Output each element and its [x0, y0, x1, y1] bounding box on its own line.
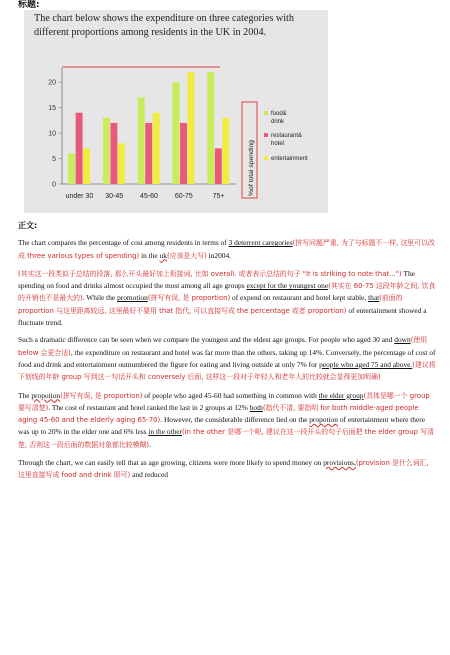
header-label: 标题: [18, 0, 40, 10]
y-tick-label: 20 [48, 79, 56, 87]
p1-text: The chart compares the percentage of cost among residents in terms of [18, 238, 229, 248]
legend-label: drink [271, 119, 285, 125]
bar-75+-2 [222, 118, 229, 184]
bar-under 30-2 [83, 148, 90, 184]
p1-text: in the [139, 250, 160, 260]
p4-text: of people who aged 45-60 had something in common with [142, 390, 319, 400]
p3-comment: (使用 below 会更合适) [18, 336, 428, 357]
legend-swatch [264, 156, 268, 160]
bar-45-60-2 [153, 113, 160, 184]
y-tick-label: 10 [48, 130, 56, 138]
p2-text: of entertainment showed a fluctuate trend. [18, 305, 427, 328]
p4-text: . However, the considerable difference lied on the [160, 415, 310, 425]
p3-underlined: down [394, 335, 411, 345]
legend-label: restaurant& [271, 133, 303, 139]
essay-body [18, 220, 436, 488]
bar-30-45-2 [118, 143, 125, 184]
p2-underlined: promotion [117, 293, 148, 303]
p4-underlined: the elder group [318, 390, 364, 400]
p2-comment: (前面的 proportion 与这里距离较远, 这里最好不要用 that 指代, 可以直接写成 the percentage 或者 proportion) [18, 294, 403, 315]
p1-text: in2004. [206, 250, 232, 260]
p5-text: and reduced [130, 470, 169, 480]
p2-underlined: that [368, 293, 380, 303]
bar-45-60-1 [145, 123, 152, 184]
p4-text: . [149, 439, 151, 449]
legend-swatch [264, 133, 268, 137]
p4-comment: (in the other 是哪一个呢, 建议在这一段开头的句子后面把 the elder group 写清楚, 否则这一段后面的数据对象都比较模糊) [18, 428, 434, 449]
section-heading [18, 220, 436, 231]
paragraph-2 [18, 268, 436, 328]
p5-text: Through the chart, we can easily tell that as age growing, citizens were more likely to spend money on [18, 458, 324, 468]
x-tick-label: 30-45 [105, 193, 124, 200]
p2-comment: (拼写有误, 是 proportion) [147, 294, 231, 303]
legend-label: food& [271, 111, 287, 117]
p1-underlined: 3 deterrent caregories [228, 238, 293, 248]
p1-comment: (应该是大写) [166, 251, 207, 260]
bar-30-45-0 [103, 118, 110, 184]
bar-60-75-1 [180, 123, 187, 184]
figure-title: The chart below shows the expenditure on three categories with different proportions among residents in the UK in 2004. [34, 13, 294, 38]
bar-30-45-1 [110, 123, 117, 184]
bar-75+-0 [207, 72, 214, 184]
section-heading-text: 正文: [18, 221, 38, 230]
p3-comment: (建议将下划线的年龄 group 写到这一句话开头和 conversely 后面, 这样这一段对于年轻人和老年人的比较就会显得更加明确) [18, 360, 436, 382]
bar-under 30-1 [76, 113, 83, 184]
legend-swatch [264, 111, 268, 115]
p3-underlined: people who aged 75 and above. [319, 359, 413, 369]
p4-text: of entertainment where there was up to 20% in the elder one and 6% less [18, 415, 425, 437]
p3-text: , the expenditure on restaurant and hotel was far more than the others, taking up 14%. Conversely, the percentage of cost of food and drink and entertainment outnumbered the figure for eating and living outside at only 7% for [18, 347, 436, 369]
p4-underlined: both [249, 402, 263, 412]
p2-comment: (其实在 60-75 这段年龄之间, 饮食的开销也不是最大的) [18, 282, 436, 303]
bar-75+-1 [215, 148, 222, 184]
p5-underlined: provisions, [323, 458, 356, 468]
p2-text: of expend on restaurant and hotel kept stable, [230, 293, 369, 303]
chart-figure [24, 10, 328, 213]
p1-underlined: uk [159, 250, 167, 260]
p2-underlined: except for the youngest one [246, 281, 329, 291]
p4-comment: (具体是哪一个 group 要写清楚) [18, 391, 430, 412]
p1-comment: (拼写问题严重, 为了与标题不一样, 这里可以改成 three various types of spending) [18, 239, 435, 260]
bar-45-60-0 [138, 97, 145, 184]
bar-60-75-2 [188, 72, 195, 184]
side-axis-label: %of total spending [248, 140, 255, 196]
p4-underlined: propotion [309, 415, 338, 425]
paragraph-5 [18, 457, 436, 482]
p5-comment: (provision 是什么词汇, 这里直接写成 food and drink 即可) [18, 459, 429, 480]
p4-underlined: in the other [148, 427, 183, 437]
x-tick-label: 75+ [212, 193, 225, 200]
p2-text: . While the [82, 293, 118, 303]
paragraph-1 [18, 237, 436, 262]
paragraph-3 [18, 334, 436, 383]
p4-underlined: propotion [31, 390, 61, 400]
x-tick-label: 60-75 [174, 193, 193, 200]
bar-60-75-0 [173, 82, 180, 184]
legend-label: hotel [271, 141, 285, 147]
y-tick-label: 15 [48, 105, 56, 113]
p4-comment: (指代不清, 要指明 for both middle-aged people aging 45-60 and the elderly aging 65-70) [18, 403, 419, 425]
paragraph-4 [18, 390, 436, 451]
p2-text: The spending on food and drinks almost occupied the most among all age groups [18, 268, 415, 291]
bar-chart [24, 10, 328, 213]
p4-text: . The cost of restaurant and hotel ranked the last in 2 groups at 12% [48, 402, 250, 412]
y-tick-label: 5 [52, 156, 56, 164]
x-tick-label: 45-60 [140, 193, 158, 200]
p4-text: The [18, 390, 32, 400]
bar-under 30-0 [68, 153, 75, 184]
p4-comment: (拼写有误, 是 proportion) [60, 391, 143, 400]
y-tick-label: 0 [52, 181, 56, 189]
legend-label: entertainment [271, 156, 308, 162]
p2-comment: (其实这一段类似于总结的段落, 那么开头最好加上衔接词, 比如 overall. 或者表示总结的句子 "it is striking to note that...") [18, 269, 402, 278]
x-tick-label: under 30 [65, 193, 94, 200]
p3-text: Such a dramatic difference can be seen when we compare the youngest and the eldest age groups. For people who aged 30 and [18, 335, 395, 345]
